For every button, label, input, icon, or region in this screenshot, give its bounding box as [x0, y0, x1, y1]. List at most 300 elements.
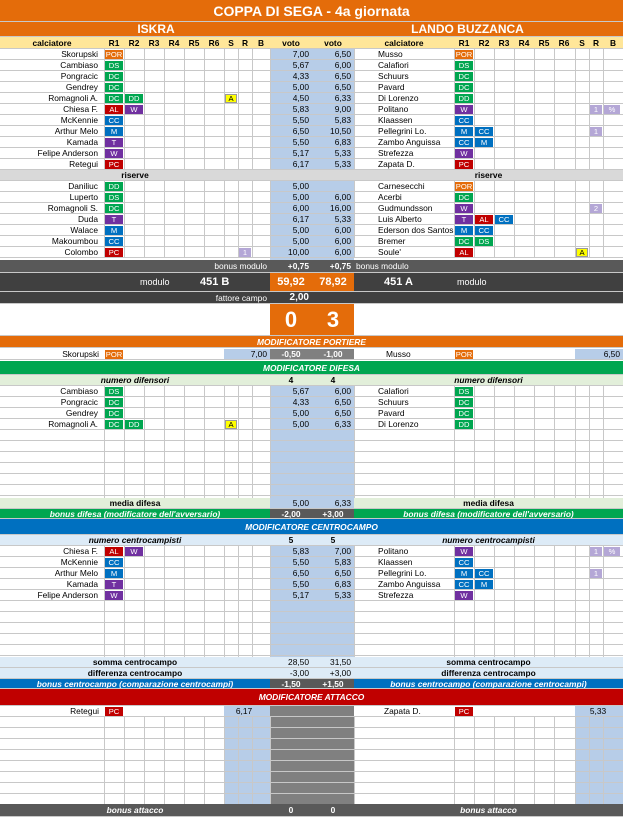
right-team-name: LANDO BUZZANCA — [411, 22, 524, 36]
score-row — [0, 304, 623, 336]
player-vote: 5,33 — [334, 214, 351, 224]
bonus-label: bonus centrocampo (comparazione centrocampi) — [36, 679, 234, 688]
player-vote — [312, 181, 354, 191]
somma-label: somma centrocampo — [446, 657, 531, 667]
bonus-left: -2,00 — [270, 509, 312, 518]
row — [0, 441, 623, 452]
player-vote: 6,50 — [334, 49, 351, 59]
player-name: Luperto — [69, 192, 98, 202]
row — [0, 612, 623, 623]
bonus-modulo-right: +0,75 — [329, 261, 351, 271]
modulo-row — [0, 273, 623, 292]
total-left: 59,92 — [270, 273, 312, 291]
role-badge: POR — [455, 350, 473, 359]
player-name: Ederson dos Santos — [378, 225, 454, 235]
row — [0, 148, 623, 159]
player-name: Pavard — [378, 82, 405, 92]
player-vote: 6,00 — [334, 60, 351, 70]
col-b: B — [257, 37, 265, 48]
player-vote: 6,33 — [334, 93, 351, 103]
role-badge: M — [455, 127, 473, 136]
col-r1: R1 — [108, 37, 120, 48]
bonus-label: bonus difesa (modificatore dell'avversario) — [49, 509, 221, 518]
col-r4: R4 — [518, 37, 530, 48]
player-vote: 10,00 — [288, 247, 309, 257]
player-vote: 6,00 — [334, 225, 351, 235]
role-badge: DC — [105, 420, 123, 429]
player-vote: 5,50 — [292, 579, 309, 589]
role-badge: PC — [105, 160, 123, 169]
row — [0, 137, 623, 148]
role-badge: DD — [125, 94, 143, 103]
role-badge: W — [455, 204, 473, 213]
role-badge: W — [105, 149, 123, 158]
player-name: Calafiori — [378, 386, 409, 396]
col-s: S — [228, 37, 234, 48]
role-badge: POR — [105, 50, 123, 59]
mod-centro-bar — [0, 519, 623, 535]
player-name: Calafiori — [378, 60, 409, 70]
role-badge: DS — [105, 387, 123, 396]
col-r1: R1 — [458, 37, 470, 48]
mod-difesa-bar — [0, 361, 623, 375]
row — [0, 49, 623, 60]
player-vote: 6,00 — [334, 236, 351, 246]
count-right: 4 — [330, 375, 336, 385]
role-badge: POR — [455, 50, 473, 59]
player-vote: 5,00 — [292, 419, 309, 429]
diff-right: +3,00 — [329, 668, 351, 678]
role-badge: CC — [105, 558, 123, 567]
team-header — [0, 22, 623, 37]
player-vote: 5,17 — [292, 590, 309, 600]
row — [0, 60, 623, 71]
role-badge: AL — [105, 105, 123, 114]
role-badge: T — [105, 215, 123, 224]
player-vote: 6,00 — [292, 203, 309, 213]
role-badge: W — [455, 105, 473, 114]
player-name: Pellegrini Lo. — [378, 126, 427, 136]
role-badge: T — [105, 580, 123, 589]
role-badge: W — [125, 105, 143, 114]
player-name: Daniliuc — [68, 181, 98, 191]
fattore-campo-row — [0, 292, 623, 304]
player-name: Pellegrini Lo. — [378, 568, 427, 578]
player-name: Gudmundsson — [378, 203, 433, 213]
player-name: Luis Alberto — [378, 214, 422, 224]
player-vote: 16,00 — [330, 203, 351, 213]
bonus-badge: % — [604, 547, 620, 556]
modulo-left: 451 B — [200, 276, 230, 288]
row — [0, 104, 623, 115]
row — [0, 82, 623, 93]
role-badge: AL — [475, 215, 493, 224]
count-label: numero difensori — [100, 375, 170, 385]
player-name: Cambiaso — [60, 60, 98, 70]
score-left: 0 — [270, 304, 312, 335]
col-r5: R5 — [538, 37, 550, 48]
row — [0, 214, 623, 225]
player-vote: 5,33 — [334, 590, 351, 600]
reserves-header — [0, 170, 623, 181]
player-name: Klaassen — [378, 557, 413, 567]
player-name: Zapata D. — [384, 706, 421, 716]
player-name: Musso — [386, 349, 411, 359]
player-vote: 6,00 — [334, 192, 351, 202]
player-vote: 5,67 — [292, 60, 309, 70]
player-name: Bremer — [378, 236, 406, 246]
role-badge: DD — [105, 182, 123, 191]
bonus-label: bonus difesa (modificatore dell'avversario) — [403, 509, 574, 518]
player-name: Zapata D. — [378, 159, 415, 169]
player-vote: 6,17 — [292, 159, 309, 169]
role-badge: DC — [105, 204, 123, 213]
media-difesa-row — [0, 498, 623, 509]
col-player: calciatore — [32, 37, 72, 48]
bonus-label: bonus attacco — [460, 805, 517, 815]
player-vote: 7,00 — [224, 349, 270, 359]
role-badge: DC — [455, 193, 473, 202]
role-badge: M — [455, 226, 473, 235]
role-badge: T — [455, 215, 473, 224]
role-badge: PC — [105, 707, 123, 716]
row — [0, 247, 623, 258]
row — [0, 623, 623, 634]
centro-count-row — [0, 535, 623, 546]
column-headers — [0, 37, 623, 49]
row — [0, 761, 623, 772]
role-badge: CC — [475, 226, 493, 235]
page-title: COPPA DI SEGA - 4a giornata — [213, 2, 410, 19]
bonus-centro-row — [0, 679, 623, 689]
row — [0, 430, 623, 441]
bonus-right: +3,00 — [312, 509, 354, 518]
role-badge: CC — [455, 138, 473, 147]
role-badge: DD — [455, 420, 473, 429]
role-badge: AL — [105, 547, 123, 556]
player-name: Strefezza — [378, 590, 414, 600]
player-vote: 5,00 — [292, 181, 309, 191]
player-name: Romagnoli S. — [47, 203, 98, 213]
player-name: McKennie — [60, 115, 98, 125]
role-badge: A — [576, 248, 588, 257]
diff-left: -3,00 — [289, 668, 309, 678]
row — [0, 236, 623, 247]
player-name: Arthur Melo — [54, 568, 98, 578]
bonus-modulo-left: +0,75 — [287, 261, 309, 271]
role-badge: CC — [455, 558, 473, 567]
role-badge: CC — [105, 116, 123, 125]
row — [0, 203, 623, 214]
reserves-label: riserve — [121, 170, 149, 180]
col-r2: R2 — [128, 37, 140, 48]
role-badge: A — [225, 420, 237, 429]
player-name: Di Lorenzo — [378, 93, 419, 103]
bonus-modulo-row — [0, 260, 623, 273]
mod-portiere-row — [0, 349, 623, 360]
role-badge: M — [455, 569, 473, 578]
row — [0, 546, 623, 557]
player-vote: 7,00 — [334, 546, 351, 556]
bonus-badge: 1 — [590, 569, 602, 578]
player-vote: 9,00 — [334, 104, 351, 114]
role-badge: M — [105, 226, 123, 235]
mod-portiere-bar — [0, 336, 623, 348]
left-team-name: ISKRA — [137, 22, 175, 36]
col-r: R — [241, 37, 249, 48]
player-name: Musso — [378, 49, 403, 59]
player-name: Kamada — [66, 579, 98, 589]
mod-difesa-bar-title: MODIFICATORE DIFESA — [263, 362, 360, 373]
row — [0, 225, 623, 236]
player-name: Duda — [77, 214, 98, 224]
player-vote: 5,00 — [292, 225, 309, 235]
player-name: Politano — [378, 104, 409, 114]
role-badge: PC — [455, 160, 473, 169]
role-badge: DD — [455, 94, 473, 103]
bonus-right: +1,50 — [312, 679, 354, 688]
row — [0, 463, 623, 474]
player-name: Carnesecchi — [378, 181, 425, 191]
col-b: B — [609, 37, 617, 48]
bonus-right: 0 — [330, 805, 336, 815]
count-left: 5 — [288, 535, 294, 545]
bonus-label: bonus centrocampo (comparazione centrocampi) — [390, 679, 587, 688]
player-vote: 4,33 — [292, 71, 309, 81]
role-badge: W — [125, 547, 143, 556]
role-badge: CC — [495, 215, 513, 224]
player-name: Zambo Anguissa — [378, 137, 441, 147]
modulo-right: 451 A — [384, 276, 413, 288]
bonus-badge: 1 — [590, 127, 602, 136]
player-name: Arthur Melo — [54, 126, 98, 136]
col-player: calciatore — [384, 37, 424, 48]
role-badge: DC — [105, 409, 123, 418]
row — [0, 115, 623, 126]
role-badge: CC — [455, 116, 473, 125]
media-label: media difesa — [463, 498, 514, 508]
player-vote: 5,33 — [334, 159, 351, 169]
diff-label: differenza centrocampo — [87, 668, 183, 678]
row — [0, 192, 623, 203]
row — [0, 579, 623, 590]
col-s: S — [579, 37, 585, 48]
player-vote: 6,83 — [334, 579, 351, 589]
row — [0, 397, 623, 408]
player-name: Schuurs — [378, 71, 409, 81]
bonus-badge: 2 — [590, 204, 602, 213]
player-vote: 6,50 — [334, 71, 351, 81]
player-vote: 5,50 — [292, 137, 309, 147]
mod-attacco-bar-title: MODIFICATORE ATTACCO — [258, 692, 365, 702]
role-badge: DS — [105, 61, 123, 70]
row — [0, 93, 623, 104]
role-badge: PC — [455, 707, 473, 716]
media-label: media difesa — [109, 498, 161, 508]
bonus-badge: % — [604, 105, 620, 114]
media-left: 5,00 — [270, 498, 312, 508]
somma-label: somma centrocampo — [92, 657, 178, 667]
bonus-modulo-label: bonus modulo — [214, 261, 267, 271]
player-name: Klaassen — [378, 115, 413, 125]
role-badge: DS — [455, 387, 473, 396]
somma-left: 28,50 — [288, 657, 309, 667]
player-name: Retegui — [70, 706, 99, 716]
player-name: Di Lorenzo — [378, 419, 419, 429]
role-badge: DS — [455, 61, 473, 70]
bonus-badge: 1 — [590, 105, 602, 114]
col-r3: R3 — [148, 37, 160, 48]
somma-right: 31,50 — [330, 657, 351, 667]
player-vote: 10,50 — [330, 126, 351, 136]
role-badge: CC — [475, 127, 493, 136]
player-name: Retegui — [69, 159, 98, 169]
diff-label: differenza centrocampo — [441, 668, 536, 678]
player-vote: 6,17 — [292, 214, 309, 224]
media-right: 6,33 — [312, 498, 354, 508]
col-r3: R3 — [498, 37, 510, 48]
player-name: Kamada — [66, 137, 98, 147]
row — [0, 452, 623, 463]
bonus-left: 0 — [288, 805, 294, 815]
role-badge: DC — [105, 72, 123, 81]
player-name: Skorupski — [62, 349, 99, 359]
row — [0, 601, 623, 612]
player-vote: 5,83 — [334, 557, 351, 567]
role-badge: DC — [455, 237, 473, 246]
role-badge: M — [475, 138, 493, 147]
title-bar — [0, 0, 623, 22]
role-badge: DC — [105, 83, 123, 92]
col-r6: R6 — [558, 37, 570, 48]
player-name: Walace — [70, 225, 98, 235]
player-vote: 6,50 — [292, 126, 309, 136]
player-vote: 4,33 — [292, 397, 309, 407]
row — [0, 739, 623, 750]
role-badge: M — [105, 127, 123, 136]
player-vote: 5,50 — [292, 115, 309, 125]
row — [0, 728, 623, 739]
role-badge: DC — [105, 94, 123, 103]
mod-right: -1,00 — [312, 349, 354, 359]
diff-row — [0, 668, 623, 679]
col-vote: voto — [324, 37, 342, 48]
row — [0, 750, 623, 761]
row — [0, 386, 623, 397]
player-vote: 5,00 — [292, 408, 309, 418]
row — [0, 568, 623, 579]
player-vote: 6,50 — [334, 568, 351, 578]
role-badge: CC — [455, 580, 473, 589]
mod-left: -0,50 — [270, 349, 312, 359]
role-badge: T — [105, 138, 123, 147]
bonus-attacco-row — [0, 804, 623, 817]
player-name: Chiesa F. — [63, 546, 98, 556]
role-badge: DC — [455, 83, 473, 92]
player-name: Pongracic — [60, 397, 98, 407]
player-vote: 5,17 — [292, 148, 309, 158]
player-name: Gendrey — [65, 82, 98, 92]
role-badge: M — [105, 569, 123, 578]
modulo-label: modulo — [457, 277, 487, 287]
player-name: Acerbi — [378, 192, 402, 202]
score-right: 3 — [312, 304, 354, 335]
row — [0, 159, 623, 170]
role-badge: DC — [455, 72, 473, 81]
col-r4: R4 — [168, 37, 180, 48]
player-vote: 6,50 — [575, 349, 623, 359]
count-right: 5 — [330, 535, 336, 545]
player-name: McKennie — [60, 557, 98, 567]
mod-attacco-bar — [0, 689, 623, 706]
bonus-difesa-row — [0, 509, 623, 519]
fattore-campo-label: fattore campo — [215, 292, 267, 303]
player-vote: 5,83 — [334, 115, 351, 125]
role-badge: M — [475, 580, 493, 589]
role-badge: POR — [455, 182, 473, 191]
total-right: 78,92 — [312, 273, 354, 291]
role-badge: PC — [105, 248, 123, 257]
row — [0, 474, 623, 485]
player-vote: 5,00 — [292, 236, 309, 246]
player-name: Cambiaso — [60, 386, 98, 396]
attacco-row — [0, 706, 623, 717]
role-badge: DC — [455, 409, 473, 418]
modulo-label: modulo — [140, 277, 170, 287]
player-vote: 5,33 — [589, 706, 607, 716]
role-badge: POR — [105, 350, 123, 359]
player-vote: 5,00 — [292, 82, 309, 92]
player-vote: 6,50 — [334, 397, 351, 407]
role-badge: DS — [475, 237, 493, 246]
row — [0, 126, 623, 137]
player-name: Chiesa F. — [63, 104, 98, 114]
bonus-left: -1,50 — [270, 679, 312, 688]
mod-portiere-bar-title: MODIFICATORE PORTIERE — [257, 336, 366, 347]
role-badge: W — [105, 591, 123, 600]
player-vote: 5,00 — [292, 192, 309, 202]
player-name: Zambo Anguissa — [378, 579, 441, 589]
player-vote: 6,00 — [334, 247, 351, 257]
player-name: Colombo — [64, 247, 98, 257]
player-name: Strefezza — [378, 148, 414, 158]
player-vote: 5,67 — [292, 386, 309, 396]
col-r6: R6 — [208, 37, 220, 48]
row — [0, 181, 623, 192]
mod-centro-bar-title: MODIFICATORE CENTROCAMPO — [245, 521, 378, 532]
col-vote: voto — [282, 37, 300, 48]
player-name: Felipe Anderson — [37, 148, 98, 158]
player-name: Romagnoli A. — [48, 93, 98, 103]
role-badge: CC — [105, 237, 123, 246]
player-vote: 6,17 — [235, 706, 253, 716]
role-badge: DC — [105, 398, 123, 407]
player-name: Soule' — [378, 247, 402, 257]
col-r: R — [592, 37, 600, 48]
count-label: numero centrocampisti — [442, 535, 535, 545]
player-vote: 6,83 — [334, 137, 351, 147]
player-name: Felipe Anderson — [37, 590, 98, 600]
player-vote: 5,83 — [292, 546, 309, 556]
role-badge: AL — [455, 248, 473, 257]
difesa-count-row — [0, 375, 623, 386]
player-vote: 6,00 — [334, 386, 351, 396]
player-name: Gendrey — [65, 408, 98, 418]
row — [0, 485, 623, 496]
row — [0, 557, 623, 568]
row — [0, 419, 623, 430]
player-vote: 6,50 — [292, 568, 309, 578]
